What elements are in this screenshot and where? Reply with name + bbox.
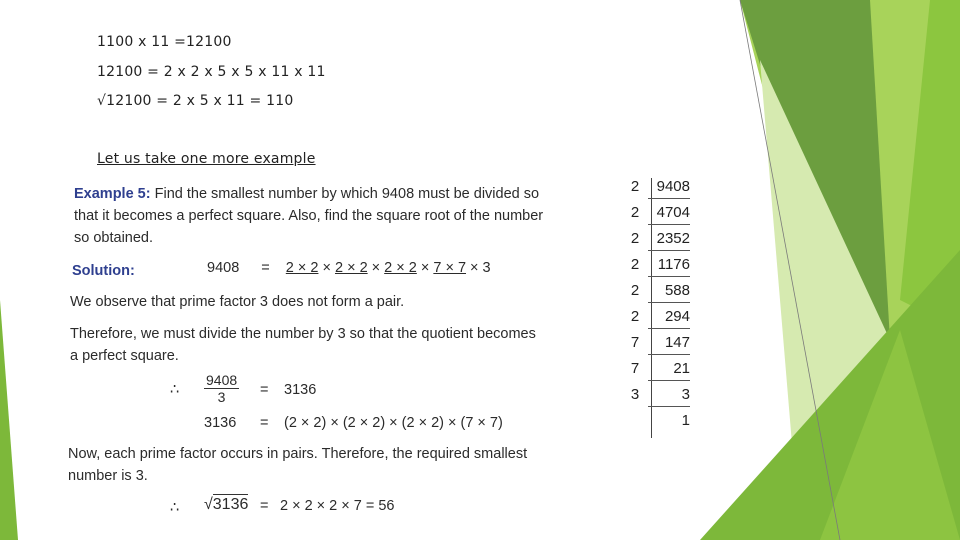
sqrt-sign: √ (204, 496, 213, 513)
pair-2: 2 × 2 (334, 260, 368, 276)
quotient: 1 (681, 412, 690, 429)
quotient-value: 3136 (284, 382, 317, 398)
text-line-1: 1100 x 11 =12100 (97, 34, 232, 50)
paired-factors: (2 × 2) × (2 × 2) × (2 × 2) × (7 × 7) (284, 415, 503, 431)
quotient: 21 (648, 360, 690, 381)
lhs-3136: 3136 (204, 415, 237, 431)
therefore-symbol-1: ∴ (170, 382, 180, 398)
example-question-line-2: that it becomes a perfect square. Also, find the square root of the number (74, 208, 544, 224)
division-row (620, 200, 700, 226)
pair-1: 2 × 2 (285, 260, 319, 276)
division-row (620, 226, 700, 252)
text-line-2: 12100 = 2 x 2 x 5 x 5 x 11 x 11 (97, 64, 326, 80)
equals-sign-3: = (260, 415, 269, 431)
number-9408: 9408 (207, 260, 240, 276)
textbook-excerpt (62, 168, 702, 540)
pair-4: 7 × 7 (433, 260, 467, 276)
times-sign-1: × (322, 260, 331, 276)
division-row (620, 382, 700, 408)
division-row (620, 408, 700, 434)
divisor: 2 (630, 256, 640, 273)
pair-3: 2 × 2 (384, 260, 417, 276)
square-root-expression (204, 496, 248, 514)
example-question-line-3: so obtained. (74, 230, 154, 246)
quotient: 588 (648, 282, 690, 303)
now-line-2: number is 3. (68, 468, 148, 484)
unpaired-factor: × 3 (470, 260, 491, 276)
division-row (620, 304, 700, 330)
factor-line (207, 260, 491, 276)
divisor: 2 (630, 204, 640, 221)
fraction-9408-over-3 (204, 372, 239, 405)
text-line-3: √12100 = 2 x 5 x 11 = 110 (97, 93, 294, 109)
equals-sign-2: = (260, 382, 269, 398)
equals-sign: = (261, 260, 270, 276)
equals-sign-4: = (260, 498, 269, 514)
quotient: 9408 (648, 178, 690, 199)
facet-left (0, 300, 18, 540)
division-row (620, 252, 700, 278)
quotient: 2352 (648, 230, 690, 251)
divisor: 2 (630, 282, 640, 299)
text-line-4: Let us take one more example (97, 151, 316, 167)
question-text-1: Find the smallest number by which 9408 must be divided so (154, 186, 540, 202)
example-label: Example 5: (74, 186, 151, 202)
final-product: 2 × 2 × 2 × 7 = 56 (280, 498, 395, 514)
observe-line: We observe that prime factor 3 does not form a pair. (70, 294, 405, 310)
divisor: 2 (630, 308, 640, 325)
divisor: 7 (630, 360, 640, 377)
times-sign-2: × (371, 260, 381, 276)
division-row (620, 278, 700, 304)
division-row (620, 330, 700, 356)
sqrt-argument: 3136 (212, 496, 249, 513)
fraction-numerator: 9408 (206, 372, 238, 388)
solution-label: Solution: (72, 263, 135, 279)
quotient: 4704 (648, 204, 690, 225)
now-line-1: Now, each prime factor occurs in pairs. Therefore, the required smallest (68, 446, 528, 462)
therefore-line-2: a perfect square. (70, 348, 179, 364)
divisor: 2 (630, 178, 640, 195)
quotient: 147 (648, 334, 690, 355)
therefore-line-1: Therefore, we must divide the number by 3 so that the quotient becomes (70, 326, 536, 342)
quotient: 1176 (648, 256, 690, 277)
division-row (620, 174, 700, 200)
divisor: 2 (630, 230, 640, 247)
division-row (620, 356, 700, 382)
quotient: 3 (648, 386, 690, 407)
divisor: 7 (630, 334, 640, 351)
fraction-denominator: 3 (217, 389, 226, 405)
times-sign-3: × (420, 260, 430, 276)
quotient: 294 (648, 308, 690, 329)
therefore-symbol-2: ∴ (170, 500, 180, 516)
example-question-line-1 (74, 186, 539, 202)
divisor: 3 (630, 386, 640, 403)
